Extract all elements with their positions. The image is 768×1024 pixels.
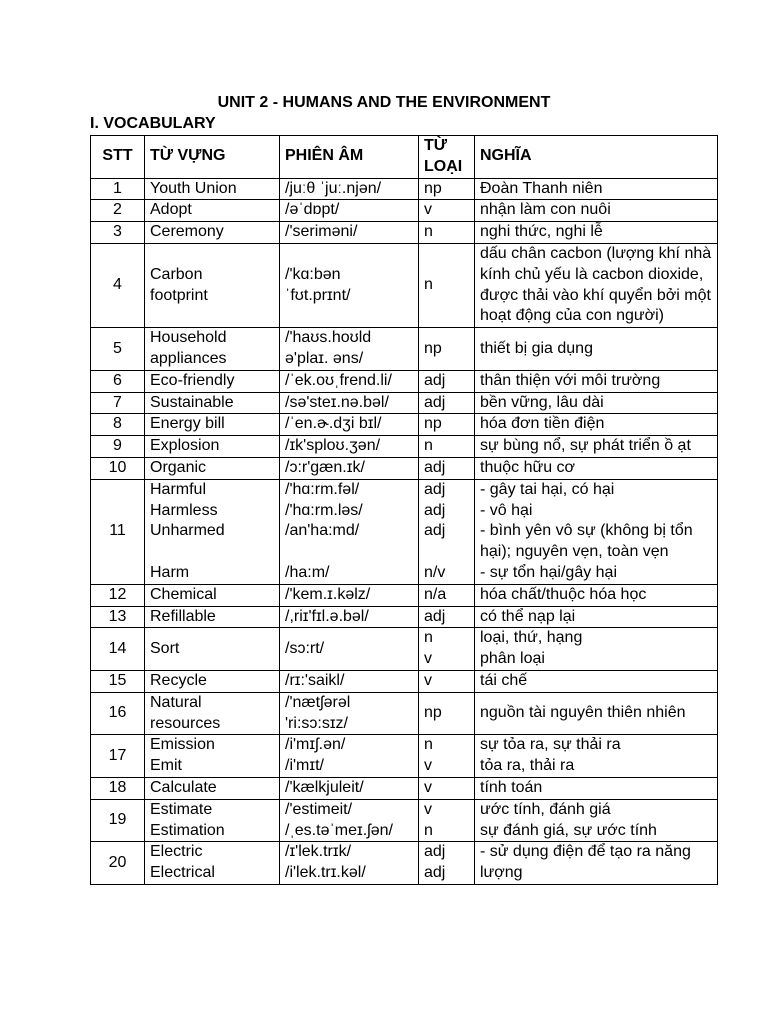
table-row [91,392,718,414]
header-word: TỪ VỰNG [145,136,280,179]
cell-pos: v n [419,799,475,842]
table-row [91,799,718,842]
cell-phonetic: /ˈek.oʊˌfrend.li/ [280,370,419,392]
table-row [91,584,718,606]
cell-meaning: hóa chất/thuộc hóa học [475,584,718,606]
cell-phonetic: /juːθ ˈjuː.njən/ [280,178,419,200]
cell-phonetic: /'hɑ:rm.fəl/ /'hɑ:rm.ləs/ /an'ha:md/ /ha:m/ [280,479,419,584]
cell-stt: 20 [91,842,145,885]
cell-stt: 18 [91,777,145,799]
cell-meaning: thuộc hữu cơ [475,457,718,479]
cell-meaning: sự tỏa ra, sự thải ra tỏa ra, thải ra [475,735,718,778]
table-row [91,200,718,222]
cell-pos: adj [419,606,475,628]
cell-pos: n/a [419,584,475,606]
cell-pos: adj [419,457,475,479]
cell-meaning: tính toán [475,777,718,799]
cell-meaning: nhận làm con nuôi [475,200,718,222]
cell-stt: 3 [91,222,145,244]
cell-phonetic: /sə'steɪ.nə.bəl/ [280,392,419,414]
cell-pos: adj adj adj n/v [419,479,475,584]
table-row [91,457,718,479]
table-row [91,370,718,392]
cell-word: Harmful Harmless Unharmed Harm [145,479,280,584]
cell-stt: 11 [91,479,145,584]
cell-pos: adj [419,370,475,392]
cell-pos: n v [419,628,475,671]
cell-meaning: hóa đơn tiền điện [475,414,718,436]
cell-phonetic: /rɪ:'saikl/ [280,670,419,692]
cell-word: Natural resources [145,692,280,735]
table-row [91,628,718,671]
cell-stt: 17 [91,735,145,778]
cell-word: Eco-friendly [145,370,280,392]
cell-pos: np [419,414,475,436]
table-row [91,328,718,371]
cell-pos: adj [419,392,475,414]
table-row [91,414,718,436]
cell-word: Emission Emit [145,735,280,778]
cell-word: Calculate [145,777,280,799]
cell-phonetic: /'kælkjuleit/ [280,777,419,799]
cell-stt: 10 [91,457,145,479]
cell-word: Chemical [145,584,280,606]
cell-phonetic: /'seriməni/ [280,222,419,244]
cell-phonetic: /'kem.ɪ.kəlz/ [280,584,419,606]
cell-meaning: thiết bị gia dụng [475,328,718,371]
cell-phonetic: /i'mɪʃ.ən/ /i'mɪt/ [280,735,419,778]
cell-pos: n [419,222,475,244]
section-heading: I. VOCABULARY [90,115,216,132]
header-meaning: NGHĨA [475,136,718,179]
cell-word: Refillable [145,606,280,628]
cell-meaning: có thể nạp lại [475,606,718,628]
cell-stt: 9 [91,436,145,458]
cell-stt: 7 [91,392,145,414]
cell-pos: v [419,670,475,692]
cell-word: Ceremony [145,222,280,244]
table-row [91,178,718,200]
cell-stt: 4 [91,243,145,327]
cell-phonetic: /ˈen.ɚ.dʒi bɪl/ [280,414,419,436]
cell-meaning: ước tính, đánh giá sự đánh giá, sự ước tính [475,799,718,842]
cell-stt: 16 [91,692,145,735]
cell-meaning: nghi thức, nghi lễ [475,222,718,244]
cell-phonetic: /əˈdɒpt/ [280,200,419,222]
table-row [91,479,718,584]
cell-word: Adopt [145,200,280,222]
table-body [91,178,718,884]
cell-word: Recycle [145,670,280,692]
cell-word: Energy bill [145,414,280,436]
cell-phonetic: /ɔ:r'gæn.ɪk/ [280,457,419,479]
cell-pos: np [419,328,475,371]
cell-meaning: thân thiện với môi trường [475,370,718,392]
table-row [91,777,718,799]
table-header [91,136,718,179]
cell-stt: 8 [91,414,145,436]
cell-phonetic: /'haʊs.hoʊld ə'plaɪ. əns/ [280,328,419,371]
cell-pos: np [419,178,475,200]
cell-meaning: loại, thứ, hạng phân loại [475,628,718,671]
table-row [91,670,718,692]
cell-pos: n [419,243,475,327]
cell-stt: 2 [91,200,145,222]
cell-stt: 14 [91,628,145,671]
cell-word: Household appliances [145,328,280,371]
cell-phonetic: /'estimeit/ /ˌes.təˈmeɪ.ʃən/ [280,799,419,842]
cell-meaning: - gây tai hại, có hại - vô hại - bình yên vô sự (không bị tổn hại); nguyên vẹn, toàn vẹn - sự tổn hại/gây hại [475,479,718,584]
table-row [91,436,718,458]
header-row [91,136,718,179]
cell-meaning: nguồn tài nguyên thiên nhiên [475,692,718,735]
cell-phonetic: /,riɪ'fɪl.ə.bəl/ [280,606,419,628]
cell-stt: 13 [91,606,145,628]
cell-pos: v [419,200,475,222]
cell-word: Organic [145,457,280,479]
cell-phonetic: /'kɑ:bən ˈfʊt.prɪnt/ [280,243,419,327]
cell-meaning: bền vững, lâu dài [475,392,718,414]
cell-stt: 1 [91,178,145,200]
cell-pos: n v [419,735,475,778]
cell-meaning: - sử dụng điện để tạo ra năng lượng [475,842,718,885]
cell-phonetic: /ɪ'lek.trɪk/ /i'lek.trɪ.kəl/ [280,842,419,885]
cell-word: Carbon footprint [145,243,280,327]
cell-pos: v [419,777,475,799]
cell-meaning: sự bùng nổ, sự phát triển ồ ạt [475,436,718,458]
cell-meaning: dấu chân cacbon (lượng khí nhà kính chủ yếu là cacbon dioxide, được thải vào khí quyển bởi một hoạt động của con người) [475,243,718,327]
cell-word: Electric Electrical [145,842,280,885]
cell-word: Sustainable [145,392,280,414]
cell-pos: n [419,436,475,458]
cell-stt: 12 [91,584,145,606]
cell-phonetic: /'nætʃərəl 'ri:sɔ:sɪz/ [280,692,419,735]
table-row [91,222,718,244]
cell-phonetic: /ɪk'sploʊ.ʒən/ [280,436,419,458]
cell-phonetic: /sɔ:rt/ [280,628,419,671]
table-row [91,842,718,885]
cell-stt: 5 [91,328,145,371]
cell-pos: adj adj [419,842,475,885]
table-row [91,243,718,327]
cell-word: Youth Union [145,178,280,200]
header-phonetic: PHIÊN ÂM [280,136,419,179]
cell-stt: 6 [91,370,145,392]
cell-stt: 19 [91,799,145,842]
table-row [91,606,718,628]
cell-meaning: Đoàn Thanh niên [475,178,718,200]
cell-word: Estimate Estimation [145,799,280,842]
cell-stt: 15 [91,670,145,692]
header-stt: STT [91,136,145,179]
table-row [91,692,718,735]
header-pos: TỪ LOẠI [419,136,475,179]
cell-meaning: tái chế [475,670,718,692]
cell-pos: np [419,692,475,735]
cell-word: Sort [145,628,280,671]
vocabulary-table [90,135,718,885]
cell-word: Explosion [145,436,280,458]
table-row [91,735,718,778]
page-title: UNIT 2 - HUMANS AND THE ENVIRONMENT [217,94,551,111]
